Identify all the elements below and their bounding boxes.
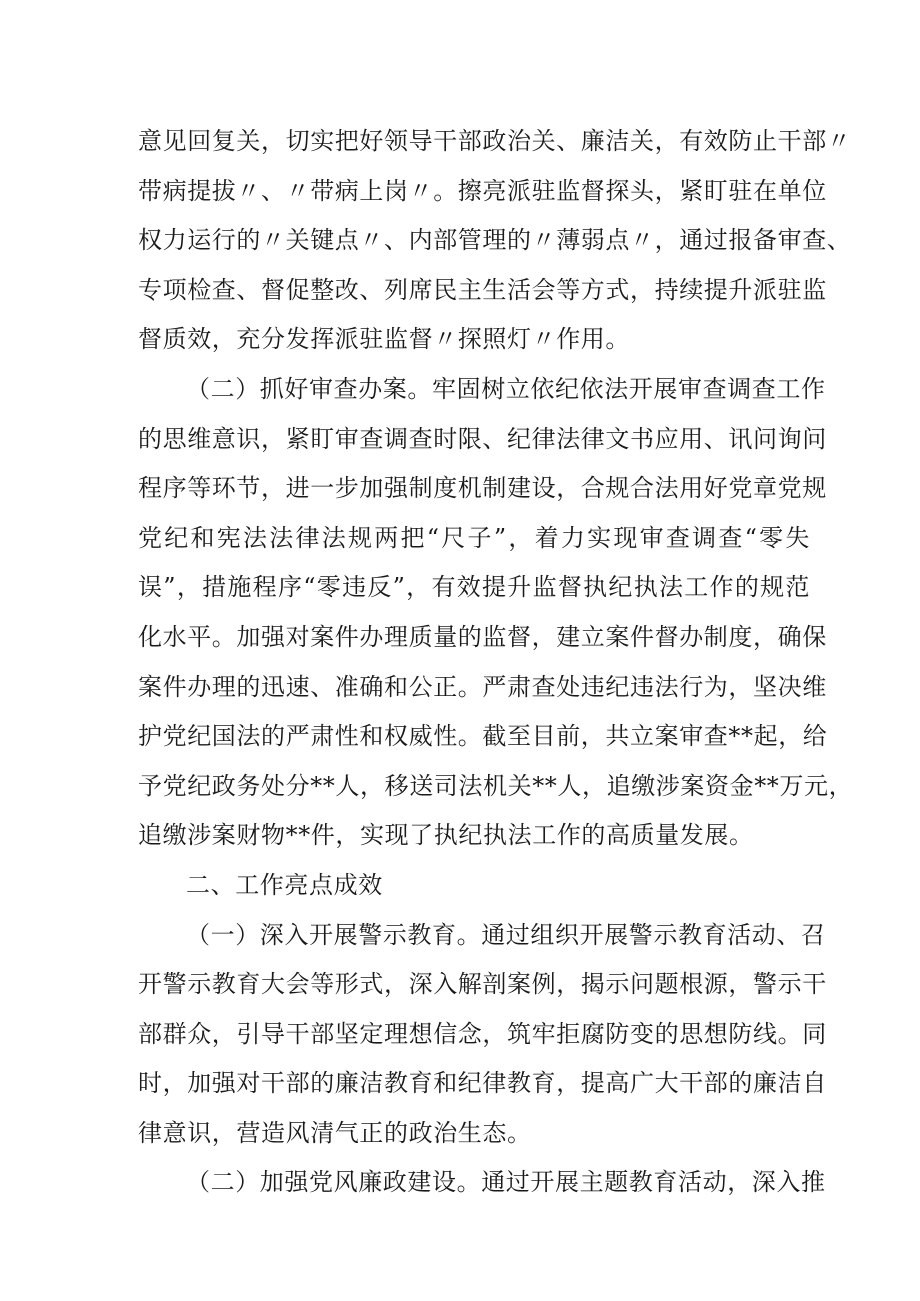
text-line: （二）抓好审查办案。牢固树立依纪依法开展审查调查工作 — [186, 374, 826, 403]
section-heading-highlights — [138, 861, 810, 911]
text-line: 党纪和宪法法律法规两把“尺子”，着力实现审查调查“零失 — [138, 523, 810, 552]
paragraph-party-conduct — [138, 1158, 826, 1208]
heading-text: 二、工作亮点成效 — [186, 870, 383, 899]
document-body — [138, 117, 854, 1208]
text-line: 化水平。加强对案件办理质量的监督，建立案件督办制度，确保 — [138, 622, 827, 651]
paragraph-case-review — [138, 365, 854, 861]
text-line: （二）加强党风廉政建设。通过开展主题教育活动，深入推 — [186, 1168, 826, 1197]
text-line: 部群众，引导干部坚定理想信念，筑牢拒腐防变的思想防线。同 — [138, 1019, 827, 1048]
text-line: 督质效，充分发挥派驻监督〃探照灯〃作用。 — [138, 325, 630, 354]
text-line: 护党纪国法的严肃性和权威性。截至目前，共立案审查**起，给 — [138, 722, 828, 751]
text-line: 予党纪政务处分**人，移送司法机关**人，追缴涉案资金**万元， — [138, 771, 854, 800]
text-line: 意见回复关，切实把好领导干部政治关、廉洁关，有效防止干部〃 — [138, 127, 852, 155]
paragraph-cadre-supervision — [138, 117, 852, 365]
text-line: 带病提拔〃、〃带病上岗〃。擦亮派驻监督探头，紧盯驻在单位 — [138, 176, 827, 205]
text-line: （一）深入开展警示教育。通过组织开展警示教育活动、召 — [186, 920, 826, 949]
text-line: 案件办理的迅速、准确和公正。严肃查处违纪违法行为，坚决维 — [138, 672, 827, 701]
text-line: 的思维意识，紧盯审查调查时限、纪律法律文书应用、讯问询问 — [138, 424, 827, 453]
text-line: 追缴涉案财物**件，实现了执纪执法工作的高质量发展。 — [138, 821, 754, 850]
paragraph-warning-education — [138, 911, 827, 1159]
text-line: 时，加强对干部的廉洁教育和纪律教育，提高广大干部的廉洁自 — [138, 1069, 827, 1098]
text-line: 权力运行的〃关键点〃、内部管理的〃薄弱点〃，通过报备审查、 — [138, 226, 852, 255]
text-line: 律意识，营造风清气正的政治生态。 — [138, 1118, 532, 1147]
text-line: 开警示教育大会等形式，深入解剖案例，揭示问题根源，警示干 — [138, 970, 827, 999]
text-line: 专项检查、督促整改、列席民主生活会等方式，持续提升派驻监 — [138, 275, 827, 304]
text-line: 程序等环节，进一步加强制度机制建设，合规合法用好党章党规 — [138, 474, 827, 503]
text-line: 误”，措施程序“零违反”，有效提升监督执纪执法工作的规范 — [138, 573, 810, 602]
